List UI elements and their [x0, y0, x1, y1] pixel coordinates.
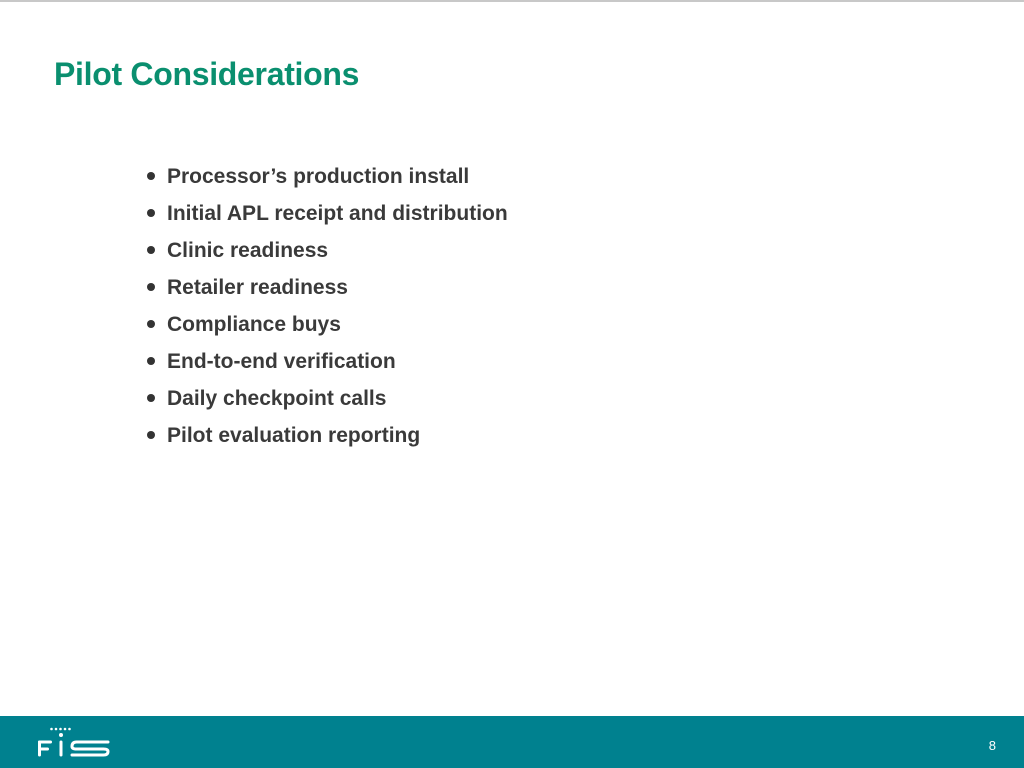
list-item-text: Retailer readiness [167, 276, 348, 299]
list-item-text: End-to-end verification [167, 350, 396, 373]
list-item-text: Pilot evaluation reporting [167, 424, 421, 447]
bullet-icon [147, 246, 155, 254]
bullet-icon [147, 172, 155, 180]
bullet-icon [147, 431, 155, 439]
list-item-text: Initial APL receipt and distribution [167, 202, 508, 225]
list-item-text: Daily checkpoint calls [167, 387, 387, 410]
slide-number: 8 [988, 738, 996, 753]
slide-title: Pilot Considerations [54, 56, 360, 92]
bullet-icon [147, 209, 155, 217]
list-item [146, 232, 508, 269]
bullet-icon [147, 283, 155, 291]
list-item [146, 417, 508, 454]
list-item [146, 158, 508, 195]
list-item [146, 380, 508, 417]
bullet-list [146, 158, 508, 454]
bullet-icon [147, 357, 155, 365]
list-item-text: Compliance buys [167, 313, 341, 336]
list-item [146, 306, 508, 343]
list-item-text: Processor’s production install [167, 165, 470, 188]
footer-bar [0, 716, 1024, 768]
list-item [146, 269, 508, 306]
top-divider [0, 0, 1024, 2]
list-item [146, 343, 508, 380]
bullet-icon [147, 394, 155, 402]
list-item [146, 195, 508, 232]
list-item-text: Clinic readiness [167, 239, 329, 262]
bullet-icon [147, 320, 155, 328]
fis-logo [38, 726, 110, 758]
